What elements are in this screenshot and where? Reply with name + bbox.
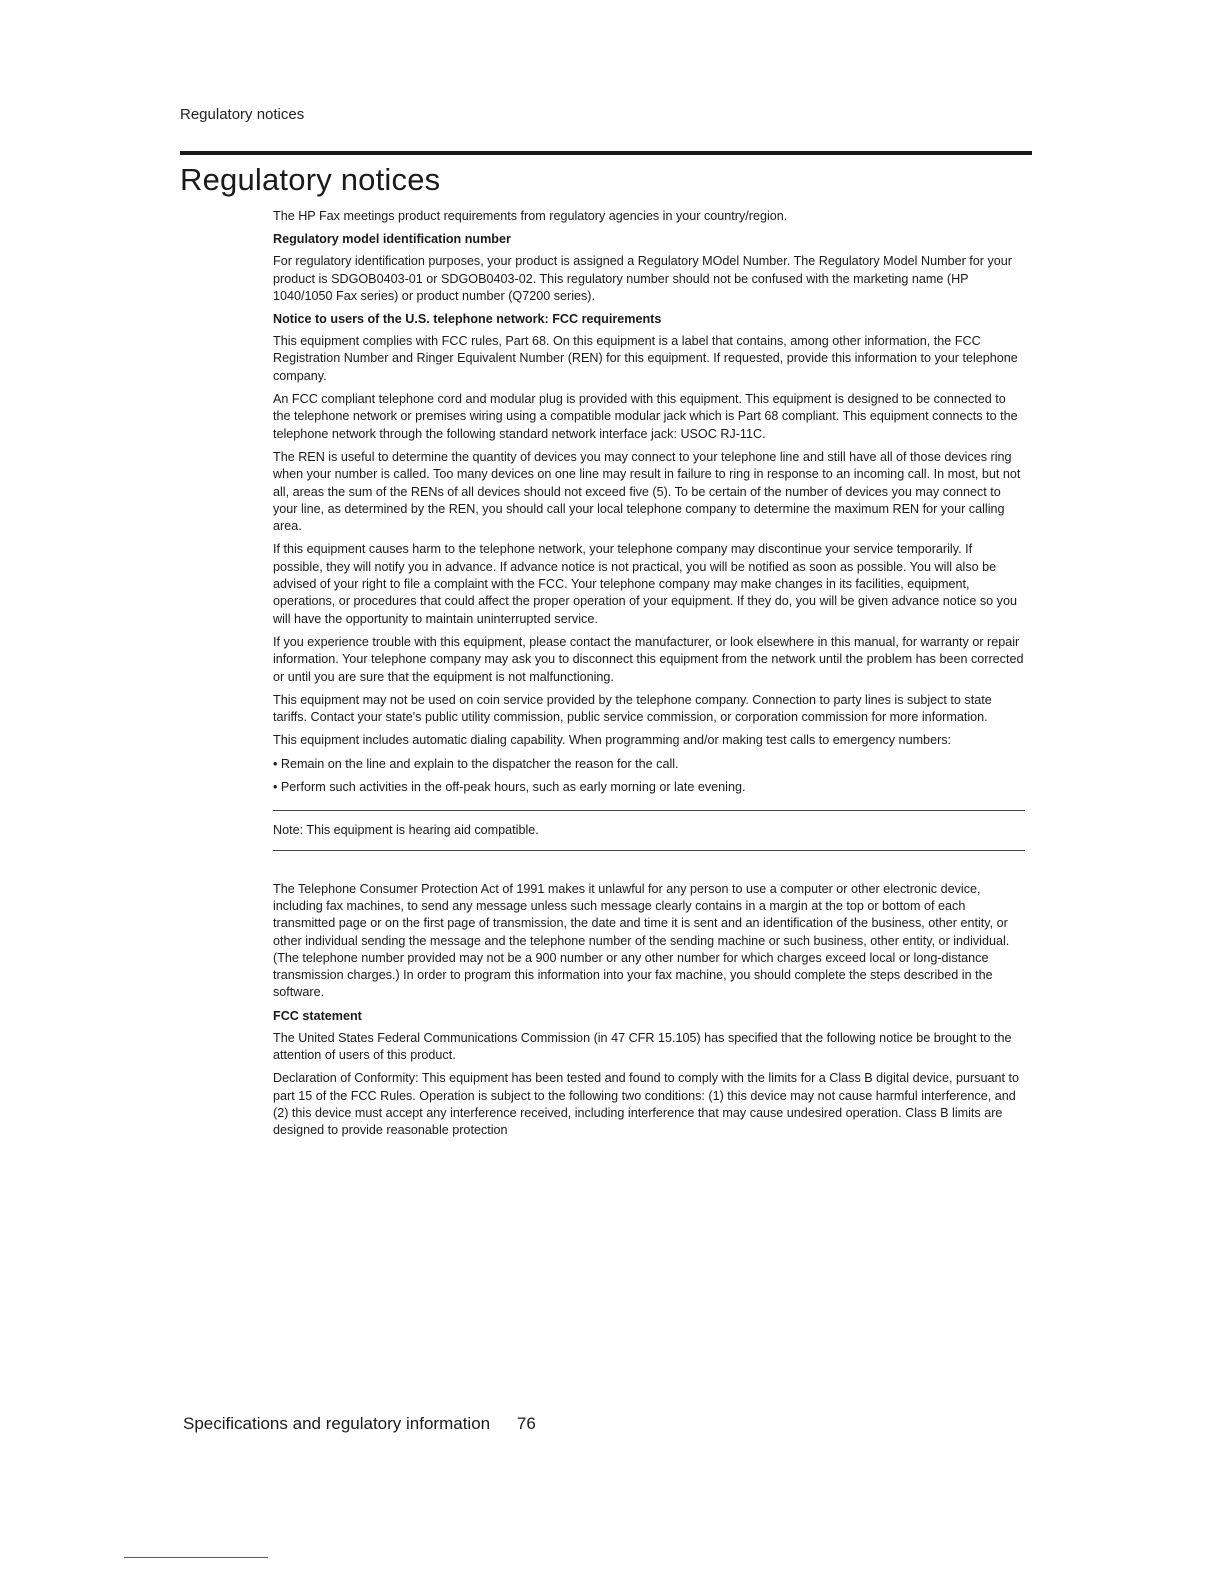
running-header: Regulatory notices xyxy=(180,106,305,123)
fcc-cord-paragraph: An FCC compliant telephone cord and modular plug is provided with this equipment. This equipment is designed to be connected to the telephone network or premises wiring using a compatible modular jack which is Part 68 compliant. This equipment connects to the telephone network through the following standard network interface jack: USOC RJ-11C. xyxy=(273,392,1018,441)
declaration-paragraph: Declaration of Conformity: This equipment has been tested and found to comply with the limits for a Class B digital device, pursuant to part 15 of the FCC Rules. Operation is subject to the following two conditions: (1) this device may not cause harmful interference, and (2) this device must accept any interference received, including interference that may cause undesired operation. Class B limits are designed to provide reasonable protection xyxy=(273,1071,1019,1138)
fcc-statement-paragraph: The United States Federal Communications Commission (in 47 CFR 15.105) has specified that the following notice be brought to the attention of users of this product. xyxy=(273,1030,1012,1062)
note-box xyxy=(273,810,1025,850)
auto-dialing-paragraph: This equipment includes automatic dialing capability. When programming and/or making test calls to emergency numbers: xyxy=(273,733,952,748)
bullet-item: • Perform such activities in the off-peak hours, such as early morning or late evening. xyxy=(273,780,746,795)
header-rule xyxy=(180,151,1032,155)
body-column xyxy=(273,208,1025,1145)
fcc-statement-heading: FCC statement xyxy=(273,1008,362,1023)
page-footer xyxy=(183,1414,536,1434)
scan-divider-line xyxy=(124,1557,268,1558)
trouble-paragraph: If you experience trouble with this equipment, please contact the manufacturer, or look elsewhere in this manual, for warranty or repair information. Your telephone company may ask you to disconnect this equipment from the network until the problem has been corrected or until you are sure that the equipment is not malfunctioning. xyxy=(273,634,1024,684)
coin-service-paragraph: This equipment may not be used on coin service provided by the telephone company. Connection to party lines is subject to state tariffs. Contact your state's public utility commission, public service commission, or corporation commission for more information. xyxy=(273,692,992,725)
network-harm-paragraph: If this equipment causes harm to the telephone network, your telephone company may discontinue your service temporarily. If possible, they will notify you in advance. If advance notice is not practical, you will be notified as soon as possible. You will also be advised of your right to file a complaint with the FCC. Your telephone company may make changes in its facilities, equipment, operations, or procedures that could affect the proper operation of your equipment. If they do, you will be given advance notice so you will have the opportunity to maintain uninterrupted service. xyxy=(273,542,1017,626)
tcpa-paragraph: The Telephone Consumer Protection Act of 1991 makes it unlawful for any person to use a computer or other electronic device, including fax machines, to send any message unless such message clearly contains in a margin at the top or bottom of each transmitted page or on the first page of transmission, the date and time it is sent and an identification of the business, other entity, or other individual sending the message and the telephone number of the sending machine or such business, other entity, or individual. (The telephone number provided may not be a 900 number or any other number for which charges exceed local or long-distance transmission charges.) In order to program this information into your fax machine, you should complete the steps described in the software. xyxy=(273,881,1010,1000)
model-id-paragraph: For regulatory identification purposes, your product is assigned a Regulatory MOdel Number. The Regulatory Model Number for your product is SDGOB0403-01 or SDGOB0403-02. This regulatory number should not be confused with the marketing name (HP 1040/1050 Fax series) or product number (Q7200 series). xyxy=(273,254,1012,303)
note-text: Note: This equipment is hearing aid compatible. xyxy=(273,823,539,838)
ren-paragraph: The REN is useful to determine the quantity of devices you may connect to your telephone line and still have all of those devices ring when your number is called. Too many devices on one line may result in failure to ring in response to an incoming call. In most, but not all, areas the sum of the RENs of all devices should not exceed five (5). To be certain of the number of devices you may connect to your line, as determined by the REN, you should call your local telephone company to determine the maximum REN for your calling area. xyxy=(273,449,1021,534)
page-title: Regulatory notices xyxy=(180,162,441,197)
page-number: 76 xyxy=(516,1414,536,1433)
fcc-requirements-heading: Notice to users of the U.S. telephone network: FCC requirements xyxy=(273,312,662,327)
intro-paragraph: The HP Fax meetings product requirements from regulatory agencies in your country/region. xyxy=(273,209,788,223)
model-id-heading: Regulatory model identification number xyxy=(273,232,511,247)
bullet-item: • Remain on the line and explain to the dispatcher the reason for the call. xyxy=(273,756,679,771)
fcc-label-paragraph: This equipment complies with FCC rules, Part 68. On this equipment is a label that contains, among other information, the FCC Registration Number and Ringer Equivalent Number (REN) for this equipment. If requested, provide this information to your telephone company. xyxy=(273,334,1018,383)
footer-section-title: Specifications and regulatory information xyxy=(183,1414,491,1433)
